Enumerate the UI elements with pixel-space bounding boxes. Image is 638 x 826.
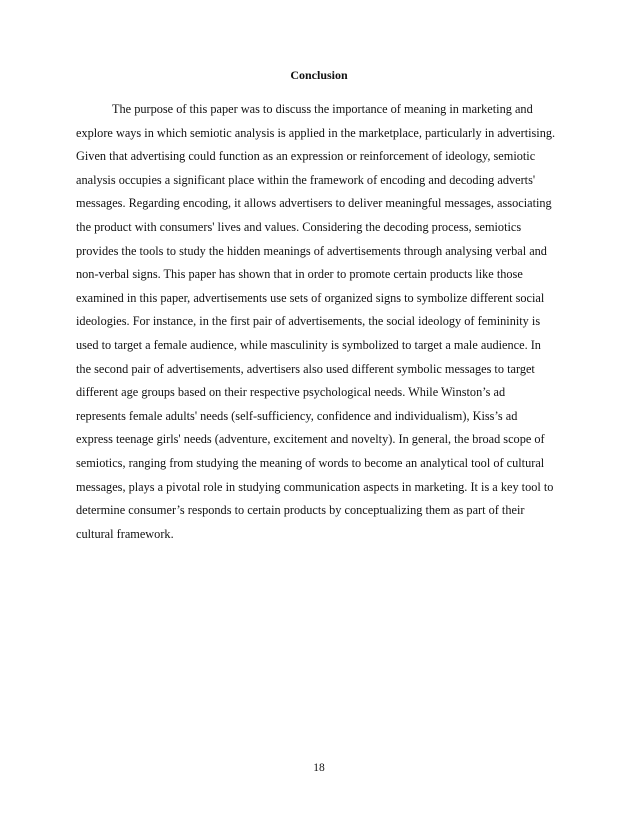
paragraph-line: used to target a female audience, while masculinity is symbolized to target a male audience. In	[76, 337, 541, 352]
paragraph-line: represents female adults' needs (self-sufficiency, confidence and individualism), Kiss’s ad	[76, 408, 518, 423]
paragraph-line: non-verbal signs. This paper has shown that in order to promote certain products like those	[76, 267, 523, 282]
paragraph-line: explore ways in which semiotic analysis is applied in the marketplace, particularly in advertising.	[76, 125, 556, 140]
paragraph-line: the second pair of advertisements, advertisers also used different symbolic messages to target	[76, 361, 535, 376]
paragraph-line: express teenage girls' needs (adventure, excitement and novelty). In general, the broad scope of	[76, 432, 545, 447]
paragraph-line: The purpose of this paper was to discuss the importance of meaning in marketing and	[112, 102, 533, 116]
paragraph-line: examined in this paper, advertisements use sets of organized signs to symbolize different social	[76, 290, 545, 305]
paragraph-line: the product with consumers' lives and values. Considering the decoding process, semiotics	[76, 219, 522, 234]
paragraph-line: analysis occupies a significant place within the framework of encoding and decoding adverts'	[76, 172, 536, 187]
paragraph-line: provides the tools to study the hidden meanings of advertisements through analysing verbal and	[76, 243, 547, 258]
paragraph-line: different age groups based on their respective psychological needs. While Winston’s ad	[76, 385, 506, 400]
paragraph-line: ideologies. For instance, in the first pair of advertisements, the social ideology of femininity is	[76, 314, 541, 329]
paragraph-line: semiotics, ranging from studying the meaning of words to become an analytical tool of cultural	[76, 455, 545, 470]
paragraph-line: determine consumer’s responds to certain products by conceptualizing them as part of their	[76, 503, 525, 518]
paragraph-line: messages, plays a pivotal role in studying communication aspects in marketing. It is a key tool to	[76, 479, 554, 494]
paragraph-line: Given that advertising could function as an expression or reinforcement of ideology, semiotic	[76, 149, 536, 164]
section-heading: Conclusion	[290, 68, 348, 82]
page-number: 18	[313, 762, 325, 774]
paragraph-line: messages. Regarding encoding, it allows advertisers to deliver meaningful messages, associating	[76, 196, 552, 211]
conclusion-paragraph	[76, 98, 576, 546]
paragraph-line: cultural framework.	[76, 526, 174, 541]
